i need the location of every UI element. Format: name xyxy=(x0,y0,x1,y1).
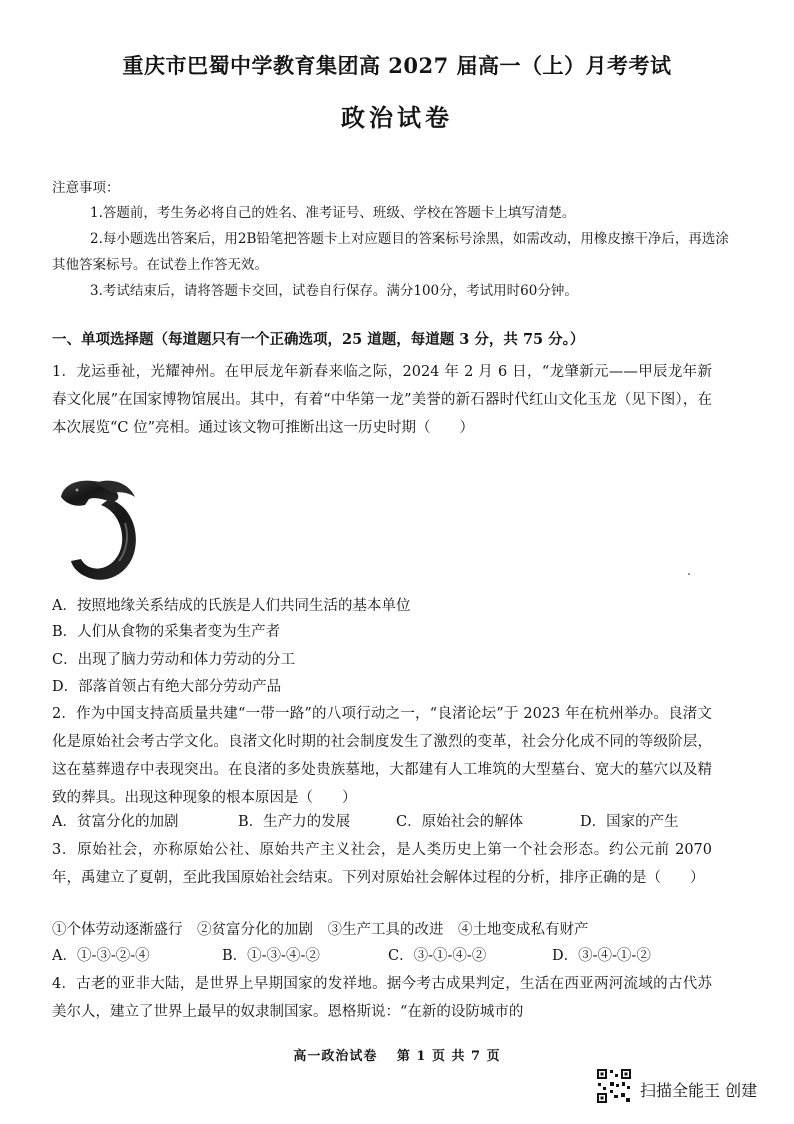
question-2-option-d: D．国家的产生 xyxy=(580,814,679,830)
question-2-option-b: B．生产力的发展 xyxy=(238,814,351,830)
exam-subject-title: 政治试卷 xyxy=(341,103,453,132)
question-1-stem: 1．龙运垂祉，光耀神州。在甲辰龙年新春来临之际，2024 年 2 月 6 日，“龙肇新元——甲辰龙年新春文化展”在国家博物馆展出。其中，有着“中华第一龙”美誉的新石器时代红山文化玉龙（见下图），在本次展览“C 位”亮相。通过该文物可推断出这一历史时期（ ） xyxy=(52,364,712,436)
page-footer: 高一政治试卷 第 1 页 共 7 页 xyxy=(293,1049,501,1064)
section-heading: 一、单项选择题（每道题只有一个正确选项，25 道题，每道题 3 分，共 75 分。） xyxy=(52,331,585,348)
notice-item-3: 3.考试结束后，请将答题卡交回，试卷自行保存。满分100分，考试用时60分钟。 xyxy=(90,283,578,299)
question-4-stem: 4．古老的亚非大陆，是世界上早期国家的发祥地。据今考古成果判定，生活在西亚两河流域的古代苏美尔人，建立了世界上最早的奴隶制国家。恩格斯说：“在新的设防城市的 xyxy=(52,976,712,1020)
question-2-option-c: C．原始社会的解体 xyxy=(396,814,524,830)
question-1-option-c: C．出现了脑力劳动和体力劳动的分工 xyxy=(52,652,296,668)
question-3-option-c: C．③-①-④-② xyxy=(388,948,487,964)
qr-code-icon xyxy=(596,1068,632,1104)
question-2-stem: 2．作为中国支持高质量共建“一带一路”的八项行动之一，“良渚论坛”于 2023 年在杭州举办。良渚文化是原始社会考古学文化。良渚文化时期的社会制度发生了激烈的变革，社会分化成不同的等级阶层，这在墓葬遗存中表现突出。在良渚的多处贵族墓地，大都建有人工堆筑的大型墓台、宽大的墓穴以及精致的葬具。出现这种现象的根本原因是（ ） xyxy=(52,706,712,806)
question-3-option-a: A．①-③-②-④ xyxy=(52,948,150,964)
notice-heading: 注意事项： xyxy=(52,180,120,196)
question-1-option-b: B．人们从食物的采集者变为生产者 xyxy=(52,624,281,640)
scan-speck xyxy=(688,573,690,575)
notice-item-1: 1.答题前，考生务必将自己的姓名、准考证号、班级、学校在答题卡上填写清楚。 xyxy=(90,205,576,221)
question-1-option-d: D．部落首领占有绝大部分劳动产品 xyxy=(52,679,282,695)
exam-title: 重庆市巴蜀中学教育集团高 2027 届高一（上）月考考试 xyxy=(122,53,672,78)
jade-dragon-image xyxy=(55,475,143,587)
question-3-option-d: D．③-④-①-② xyxy=(552,948,651,964)
question-3-stem: 3．原始社会，亦称原始公社、原始共产主义社会，是人类历史上第一个社会形态。约公元前 2070 年，禹建立了夏朝，至此我国原始社会结束。下列对原始社会解体过程的分析，排序正确的是（ ） xyxy=(52,842,712,886)
question-3-items: ①个体劳动逐渐盛行 ②贫富分化的加剧 ③生产工具的改进 ④土地变成私有财产 xyxy=(52,922,589,938)
question-3-option-b: B．①-③-④-② xyxy=(222,948,320,964)
question-1-option-a: A．按照地缘关系结成的氏族是人们共同生活的基本单位 xyxy=(52,598,411,614)
question-2-option-a: A．贫富分化的加剧 xyxy=(52,814,179,830)
scanner-watermark: 扫描全能王 创建 xyxy=(640,1081,758,1100)
notice-item-2: 2.每小题选出答案后，用2B铅笔把答题卡上对应题目的答案标号涂黑，如需改动，用橡皮擦干净后，再选涂其他答案标号。在试卷上作答无效。 xyxy=(52,231,729,273)
